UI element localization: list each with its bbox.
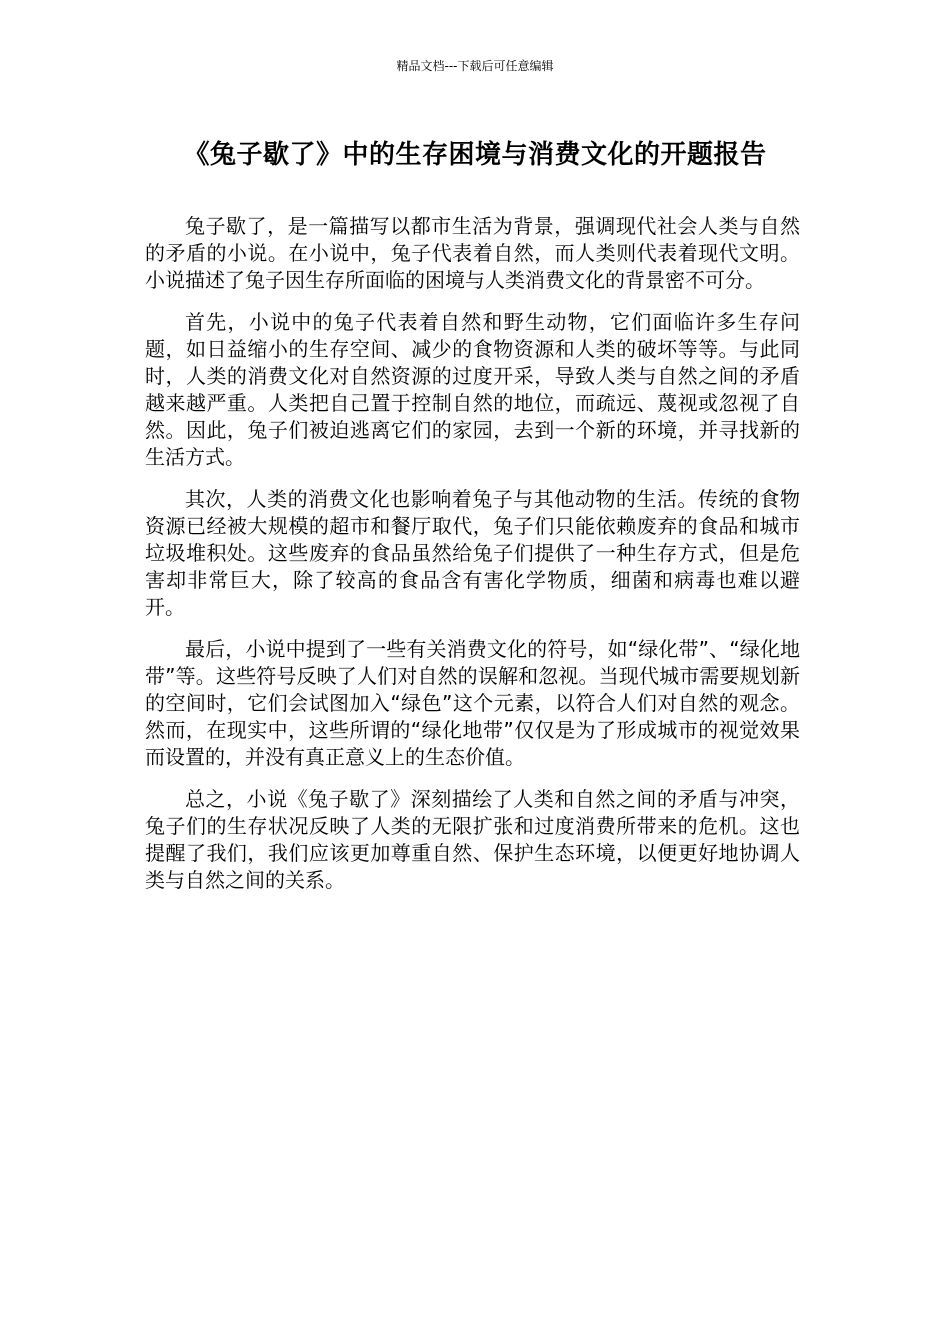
paragraph-last: 最后，小说中提到了一些有关消费文化的符号，如“绿化带”、“绿化地带”等。这些符号反映了人们对自然的误解和忽视。当现代城市需要规划新的空间时，它们会试图加入“绿色”这个元素，以符合人们对自然的观念。然而，在现实中，这些所谓的“绿化地带”仅仅是为了形成城市的视觉效果而设置的，并没有真正意义上的生态价值。	[145, 637, 800, 769]
document-body	[145, 213, 800, 909]
paragraph-conclusion: 总之，小说《兔子歇了》深刻描绘了人类和自然之间的矛盾与冲突，兔子们的生存状况反映了人类的无限扩张和过度消费所带来的危机。这也提醒了我们，我们应该更加尊重自然、保护生态环境，以便更好地协调人类与自然之间的关系。	[145, 787, 800, 892]
document-title: 《兔子歇了》中的生存困境与消费文化的开题报告	[183, 140, 767, 170]
paragraph-intro: 兔子歇了，是一篇描写以都市生活为背景，强调现代社会人类与自然的矛盾的小说。在小说中，兔子代表着自然，而人类则代表着现代文明。小说描述了兔子因生存所面临的困境与人类消费文化的背景密不可分。	[145, 214, 800, 292]
paragraph-first: 首先，小说中的兔子代表着自然和野生动物，它们面临许多生存问题，如日益缩小的生存空间、减少的食物资源和人类的破坏等等。与此同时，人类的消费文化对自然资源的过度开采，导致人类与自然之间的矛盾越来越严重。人类把自己置于控制自然的地位，而疏远、蔑视或忽视了自然。因此，兔子们被迫逃离它们的家园，去到一个新的环境，并寻找新的生活方式。	[145, 310, 800, 469]
paragraph-second: 其次，人类的消费文化也影响着兔子与其他动物的生活。传统的食物资源已经被大规模的超市和餐厅取代，兔子们只能依赖废弃的食品和城市垃圾堆积处。这些废弃的食品虽然给兔子们提供了一种生存方式，但是危害却非常巨大，除了较高的食品含有害化学物质，细菌和病毒也难以避开。	[145, 487, 800, 619]
page-header-note: 精品文档---下载后可任意编辑	[396, 59, 554, 73]
